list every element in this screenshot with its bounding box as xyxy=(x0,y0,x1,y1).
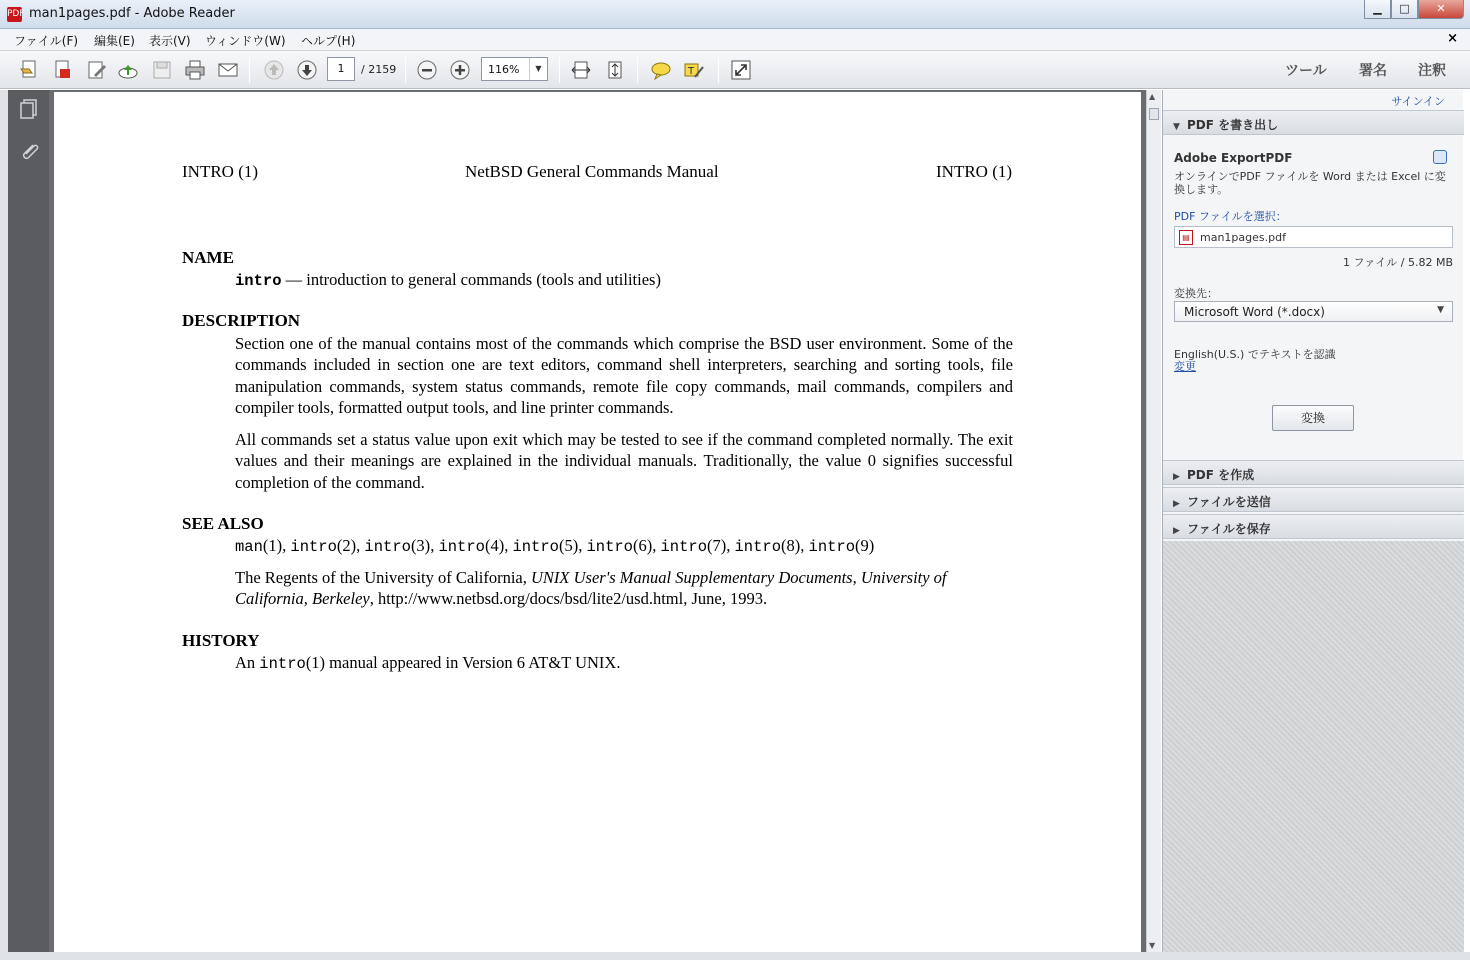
scroll-thumb[interactable] xyxy=(1149,108,1159,120)
zoom-in-icon[interactable] xyxy=(449,59,471,81)
export-pdf-header[interactable] xyxy=(1163,110,1464,135)
header-left: INTRO (1) xyxy=(182,162,259,181)
close-button[interactable]: ✕ xyxy=(1418,0,1464,19)
fit-width-icon[interactable] xyxy=(570,59,592,81)
collapsed-triangle-icon: ▶ xyxy=(1173,526,1180,536)
reference-title: UNIX User's Manual Supplementary Documents, University of California, Berkeley xyxy=(235,568,947,609)
menu-help[interactable]: ヘルプ(H) xyxy=(301,34,356,48)
collapsed-triangle-icon: ▶ xyxy=(1173,499,1180,509)
file-name: man1pages.pdf xyxy=(1200,231,1286,244)
tools-button[interactable]: ツール xyxy=(1285,63,1327,79)
title-bar xyxy=(0,0,1470,29)
name-cmd: intro xyxy=(235,272,282,290)
print-icon[interactable] xyxy=(184,59,206,81)
comment-button[interactable]: 注釈 xyxy=(1418,63,1446,79)
upload-cloud-icon[interactable] xyxy=(117,59,139,81)
create-pdf-icon[interactable] xyxy=(52,59,74,81)
signin-link[interactable]: サインイン xyxy=(1391,95,1445,108)
see-also-heading: SEE ALSO xyxy=(182,514,264,533)
toolbar xyxy=(0,51,1470,89)
description-paragraph-2: All commands set a status value upon exit which may be tested to see if the command completed normally. The exit values and their meanings are explained in the individual manuals. Traditionally, the value 0 signifies successful completion of the command. xyxy=(235,430,1013,492)
see-also-ref: intro(3) xyxy=(364,536,431,556)
sign-button[interactable]: 署名 xyxy=(1359,63,1387,79)
pdf-file-icon: ▤ xyxy=(1179,230,1193,245)
select-pdf-label[interactable]: PDF ファイルを選択： xyxy=(1174,210,1287,223)
window-title: man1pages.pdf - Adobe Reader xyxy=(29,6,235,21)
save-file-label: ファイルを保存 xyxy=(1187,522,1271,536)
name-desc: — introduction to general commands (tools and utilities) xyxy=(281,270,661,289)
zoom-select[interactable] xyxy=(481,57,548,81)
open-file-icon[interactable] xyxy=(19,59,41,81)
svg-text:T: T xyxy=(688,66,695,77)
see-also-ref: intro(8) xyxy=(734,536,801,556)
next-page-icon[interactable] xyxy=(296,59,318,81)
description-paragraph-1: Section one of the manual contains most of the commands which comprise the BSD user environment. Some of the commands included in section one are text editors, command shell interpreters, searching and sorting tools, file manipulation commands, system status commands, remote file copy commands, mail commands, compilers and compiler tools, formatted output tools, and line printer commands. xyxy=(235,334,1013,417)
see-also-ref: intro(5) xyxy=(512,536,579,556)
scroll-up-icon[interactable]: ▲ xyxy=(1149,92,1156,101)
see-also-ref: intro(7) xyxy=(660,536,727,556)
menu-view[interactable]: 表示(V) xyxy=(149,34,191,48)
see-also-ref: intro(6) xyxy=(586,536,653,556)
name-heading: NAME xyxy=(182,248,234,267)
document-scrollbar[interactable] xyxy=(1146,90,1161,952)
see-also-reference xyxy=(235,567,1013,610)
menu-window[interactable]: ウィンドウ(W) xyxy=(205,34,286,48)
attachments-icon[interactable] xyxy=(18,140,40,162)
see-also-ref: intro(9) xyxy=(808,536,875,556)
collapsed-triangle-icon: ▶ xyxy=(1173,472,1180,482)
save-icon[interactable] xyxy=(151,59,173,81)
service-name: Adobe ExportPDF xyxy=(1174,151,1293,165)
ocr-language-text: English(U.S.) でテキストを認識 xyxy=(1174,348,1336,361)
chevron-down-icon[interactable]: ▼ xyxy=(529,58,547,80)
sticky-note-icon[interactable] xyxy=(650,59,672,81)
panel-empty-area xyxy=(1163,541,1464,952)
name-line xyxy=(235,269,1013,292)
convert-format-value: Microsoft Word (*.docx) xyxy=(1184,305,1325,319)
fit-page-icon[interactable] xyxy=(604,59,626,81)
header-right: INTRO (1) xyxy=(936,162,1013,181)
send-file-label: ファイルを送信 xyxy=(1187,495,1271,509)
maximize-button[interactable]: □ xyxy=(1391,0,1418,19)
convert-to-label: 変換先： xyxy=(1174,287,1218,300)
send-file-header[interactable] xyxy=(1163,487,1464,512)
file-info: 1 ファイル / 5.82 MB xyxy=(1343,256,1453,269)
convert-format-select[interactable] xyxy=(1174,301,1453,322)
history-heading: HISTORY xyxy=(182,631,260,650)
page-thumbnails-icon[interactable] xyxy=(18,98,40,120)
minimize-button[interactable]: ▁ xyxy=(1364,0,1391,19)
history-line xyxy=(235,652,1013,675)
menu-edit[interactable]: 編集(E) xyxy=(94,34,135,48)
chevron-down-icon: ▼ xyxy=(1437,305,1444,315)
description-heading: DESCRIPTION xyxy=(182,311,301,330)
zoom-out-icon[interactable] xyxy=(416,59,438,81)
window-controls xyxy=(1364,0,1464,20)
save-file-header[interactable] xyxy=(1163,514,1464,539)
history-suffix: (1) manual appeared in Version 6 AT&T UNIX. xyxy=(305,653,621,672)
see-also-ref: intro(2) xyxy=(290,536,357,556)
file-entry[interactable] xyxy=(1174,226,1453,248)
close-document-button[interactable]: × xyxy=(1447,31,1458,46)
page-count: / 2159 xyxy=(361,63,397,76)
see-also-refs: man(1), intro(2), intro(3), intro(4), intro(5), intro(6), intro(7), intro(8), intro(9) xyxy=(235,536,875,556)
adobe-reader-icon[interactable]: PDF xyxy=(7,7,22,22)
change-language-link[interactable]: 変更 xyxy=(1174,360,1196,373)
tools-panel xyxy=(1162,90,1463,952)
export-pdf-label: PDF を書き出し xyxy=(1187,118,1279,132)
menu-bar xyxy=(0,29,1470,51)
service-description: オンラインでPDF ファイルを Word または Excel に変換します。 xyxy=(1174,170,1446,196)
info-icon[interactable] xyxy=(1433,150,1447,164)
previous-page-icon[interactable] xyxy=(263,59,285,81)
highlight-text-icon[interactable] xyxy=(683,59,705,81)
reference-suffix: , http://www.netbsd.org/docs/bsd/lite2/usd.html, June, 1993. xyxy=(369,589,768,609)
create-pdf-label: PDF を作成 xyxy=(1187,468,1255,482)
edit-pdf-icon[interactable] xyxy=(86,59,108,81)
history-prefix: An xyxy=(235,653,260,672)
navigation-pane xyxy=(8,90,49,952)
scroll-down-icon[interactable]: ▼ xyxy=(1149,941,1156,950)
page-number-input[interactable]: 1 xyxy=(327,57,355,81)
see-also-ref: intro(4) xyxy=(438,536,505,556)
email-icon[interactable] xyxy=(217,59,239,81)
history-cmd: intro xyxy=(259,655,306,673)
convert-button[interactable]: 変換 xyxy=(1272,405,1354,431)
header-center: NetBSD General Commands Manual xyxy=(465,162,719,181)
see-also-ref: man(1) xyxy=(235,536,283,556)
create-pdf-header[interactable] xyxy=(1163,460,1464,485)
menu-file[interactable]: ファイル(F) xyxy=(14,34,79,48)
expanded-triangle-icon: ▼ xyxy=(1173,122,1180,132)
zoom-value: 116% xyxy=(488,63,520,76)
fullscreen-icon[interactable] xyxy=(730,59,752,81)
reference-prefix: The Regents of the University of California, xyxy=(235,568,532,587)
